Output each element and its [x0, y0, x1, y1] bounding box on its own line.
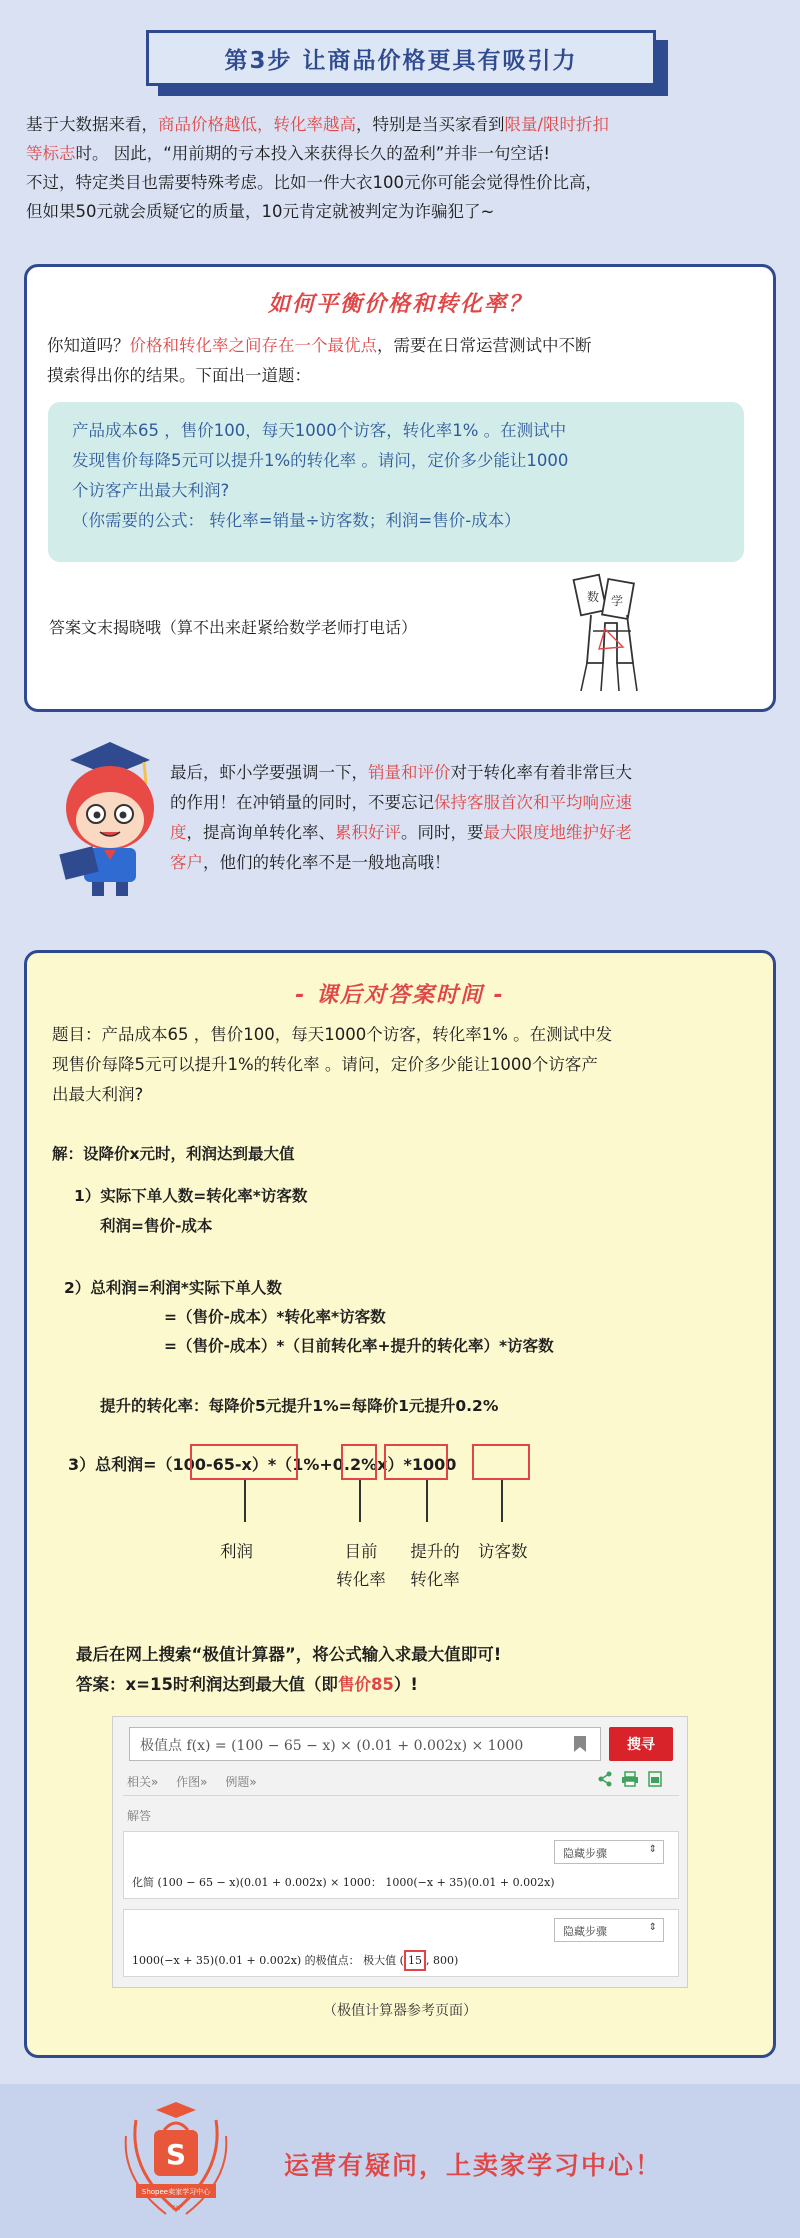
pointer-line-visitors — [501, 1480, 503, 1522]
hide-steps-label: 隐藏步骤 — [563, 1925, 607, 1938]
formula-term-rate-increase: 0.2%x — [332, 1455, 388, 1474]
solution-section-label: 解答 — [127, 1809, 152, 1823]
solution-step-2a: 2）总利润=利润*实际下单人数 — [64, 1279, 282, 1297]
pointer-line-profit — [244, 1480, 246, 1522]
answer-q-line-1: 题目：产品成本65 ，售价100，每天1000个访客，转化率1% 。在测试中发 — [52, 1025, 613, 1044]
solution-step-2c: =（售价-成本）*（目前转化率+提升的转化率）*访客数 — [164, 1337, 554, 1355]
shrimp-mascot — [40, 732, 170, 902]
tab-related[interactable]: 相关» — [127, 1775, 159, 1789]
label-rate-increase — [400, 1538, 470, 1594]
select-arrow-icon: ⇕ — [648, 1844, 657, 1855]
intro-line-2 — [26, 139, 776, 168]
pointer-line-rate-increase — [426, 1480, 428, 1522]
solution-heading: 解：设降价x元时，利润达到最大值 — [52, 1145, 295, 1163]
intro-highlight: 限量/限时折扣 — [504, 115, 610, 134]
logo-sub: CN — [171, 2205, 181, 2212]
balance-highlight: 价格和转化率之间存在一个最优点 — [129, 336, 377, 355]
balance-answer-hint: 答案文末揭晓哦（算不出来赶紧给数学老师打电话） — [49, 618, 418, 637]
intro-paragraph — [26, 110, 776, 226]
final-text: ）! — [393, 1675, 418, 1694]
hide-steps-select-2[interactable] — [554, 1918, 664, 1942]
label-rate-increase-line-2: 转化率 — [410, 1570, 460, 1589]
mascot-highlight: 最大限度地维护好老 — [483, 823, 632, 842]
book-right-char: 学 — [611, 594, 624, 608]
intro-text: 基于大数据来看， — [26, 115, 158, 134]
formula-operator: ）*（ — [251, 1455, 293, 1474]
mascot-text: 最后，虾小学要强调一下， — [170, 763, 368, 782]
calculator-caption: （极值计算器参考页面） — [323, 2003, 477, 2019]
calc-tabs — [127, 1773, 257, 1790]
mascot-line-4 — [170, 848, 770, 878]
final-instruction — [76, 1640, 501, 1700]
print-icon[interactable] — [621, 1771, 639, 1787]
pointer-line-current-rate — [359, 1480, 361, 1522]
hide-steps-select-1[interactable] — [554, 1840, 664, 1864]
extremum-x-value: 15 — [404, 1950, 426, 1971]
formula-input[interactable]: 极值点 f(x) = (100 − 65 − x) × (0.01 + 0.002x) × 1000 — [129, 1727, 601, 1761]
footer-slogan: 运营有疑问，上卖家学习中心！ — [284, 2151, 663, 2180]
divider — [123, 1795, 679, 1796]
formula-prefix: 3）总利润=（ — [68, 1455, 173, 1474]
step-title: 第3步 让商品价格更具有吸引力 — [224, 47, 578, 74]
balance-text: 你知道吗？ — [47, 336, 130, 355]
question-line-2: 发现售价每降5元可以提升1%的转化率 。请问，定价多少能让1000 — [72, 451, 569, 470]
logo-letter: S — [165, 2138, 187, 2171]
intro-line-4: 但如果50元就会质疑它的质量，10元肯定就被判定为诈骗犯了~ — [26, 202, 495, 221]
bookmark-icon[interactable] — [573, 1735, 587, 1753]
intro-line-3: 不过，特定类目也需要特殊考虑。比如一件大衣100元你可能会觉得性价比高， — [26, 173, 602, 192]
solution-step-2b: =（售价-成本）*转化率*访客数 — [164, 1308, 386, 1326]
mascot-paragraph — [170, 758, 770, 878]
mascot-highlight: 客户 — [170, 853, 203, 872]
balance-line-1 — [47, 331, 757, 361]
formula-term-profit: 100-65-x — [172, 1455, 252, 1474]
balance-card-title: 如何平衡价格和转化率？ — [267, 292, 532, 317]
tab-plot[interactable]: 作图» — [176, 1775, 208, 1789]
simplify-result: 化简 (100 − 65 − x)(0.01 + 0.002x) × 1000： 1000(−x + 35)(0.01 + 0.002x) — [132, 1876, 555, 1889]
mascot-text: 的作用！在冲销量的同时，不要忘记 — [170, 793, 434, 812]
question-line-4: （你需要的公式： 转化率=销量÷访客数；利润=售价-成本） — [72, 511, 521, 530]
balance-text: ，需要在日常运营测试中不断 — [377, 336, 592, 355]
select-arrow-icon: ⇕ — [648, 1922, 657, 1933]
extremum-row — [123, 1909, 679, 1977]
mascot-line-1 — [170, 758, 770, 788]
final-line-2 — [76, 1670, 501, 1700]
label-current-rate-line-2: 转化率 — [336, 1570, 386, 1589]
shopee-learning-center-logo — [106, 2100, 246, 2224]
answer-question — [52, 1020, 762, 1110]
label-profit: 利润 — [220, 1542, 253, 1561]
hide-steps-label: 隐藏步骤 — [563, 1847, 607, 1860]
formula-term-current-rate: 1% — [292, 1455, 320, 1474]
formula-term-visitors: 1000 — [411, 1455, 457, 1474]
step-banner — [146, 30, 656, 86]
mascot-text: ，他们的转化率不是一般地高哦！ — [203, 853, 451, 872]
formula-operator: ）* — [387, 1455, 412, 1474]
export-icon[interactable] — [647, 1771, 663, 1787]
formula-plus: + — [319, 1455, 333, 1474]
intro-text: 时。 因此，“用前期的亏本投入来获得长久的盈利”并非一句空话! — [75, 144, 550, 163]
question-box — [48, 402, 744, 562]
mascot-text: 对于转化率有着非常巨大 — [450, 763, 632, 782]
search-button[interactable]: 搜寻 — [609, 1727, 673, 1761]
mascot-highlight: 累积好评 — [335, 823, 401, 842]
label-visitors: 访客数 — [478, 1542, 528, 1561]
extremum-text: , 800) — [425, 1954, 459, 1967]
final-line-1: 最后在网上搜索“极值计算器”，将公式输入求最大值即可! — [76, 1645, 502, 1664]
question-line-1: 产品成本65 ，售价100，每天1000个访客，转化率1% 。在测试中 — [72, 421, 567, 440]
mascot-highlight: 销量和评价 — [368, 763, 451, 782]
student-doodle — [547, 567, 667, 695]
highlight-box-visitors — [472, 1444, 530, 1480]
intro-highlight: 商品价格越低，转化率越高 — [158, 115, 356, 134]
label-rate-increase-line-1: 提升的 — [410, 1542, 460, 1561]
extremum-result — [132, 1952, 458, 1968]
mascot-line-2 — [170, 788, 770, 818]
answer-card-title: - 课后对答案时间 - — [295, 983, 505, 1008]
mascot-text: ，提高询单转化率、 — [186, 823, 335, 842]
intro-text: ，特别是当买家看到 — [356, 115, 505, 134]
share-icon[interactable] — [597, 1771, 613, 1787]
logo-text: Shopee卖家学习中心 — [141, 2188, 211, 2196]
final-text: 答案：x=15时利润达到最大值（即 — [76, 1675, 338, 1694]
highlight-box-current-rate — [341, 1444, 377, 1480]
highlight-box-rate-increase — [384, 1444, 448, 1480]
extremum-calculator-screenshot — [112, 1716, 688, 1988]
answer-q-line-2: 现售价每降5元可以提升1%的转化率 。请问，定价多少能让1000个访客产 — [52, 1055, 598, 1074]
tab-examples[interactable]: 例题» — [225, 1775, 257, 1789]
intro-line-1 — [26, 110, 776, 139]
simplify-row — [123, 1831, 679, 1899]
mascot-line-3 — [170, 818, 770, 848]
balance-card-intro — [47, 331, 757, 391]
question-line-3: 个访客产出最大利润? — [72, 481, 230, 500]
final-price-highlight: 售价85 — [337, 1675, 394, 1694]
solution-rate-note: 提升的转化率：每降价5元提升1%=每降价1元提升0.2% — [100, 1397, 499, 1415]
solution-step-1b: 利润=售价-成本 — [100, 1217, 213, 1235]
solution-step-1a: 1）实际下单人数=转化率*访客数 — [74, 1187, 308, 1205]
footer — [0, 2084, 800, 2238]
mascot-highlight: 保持客服首次和平均响应速 — [434, 793, 632, 812]
label-current-rate-line-1: 目前 — [344, 1542, 378, 1561]
label-current-rate — [326, 1538, 396, 1594]
extremum-text: 1000(−x + 35)(0.01 + 0.002x) 的极值点： 极大值 ( — [132, 1954, 404, 1967]
balance-line-2: 摸索得出你的结果。下面出一道题： — [47, 366, 311, 385]
intro-highlight: 等标志 — [26, 144, 76, 163]
mascot-highlight: 度 — [170, 823, 187, 842]
book-left-char: 数 — [587, 590, 600, 604]
highlight-box-profit — [190, 1444, 298, 1480]
answer-q-line-3: 出最大利润? — [52, 1085, 144, 1104]
mascot-text: 。同时，要 — [401, 823, 484, 842]
